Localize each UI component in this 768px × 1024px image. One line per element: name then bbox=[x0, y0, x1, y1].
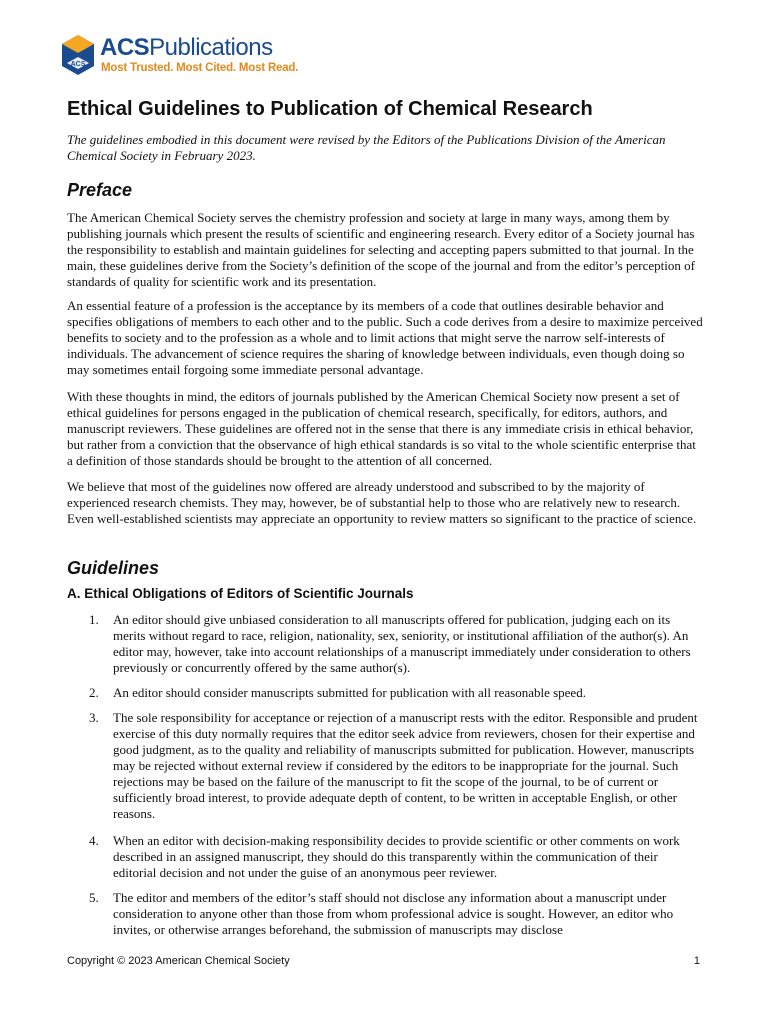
document-title: Ethical Guidelines to Publication of Chemical Research bbox=[67, 98, 593, 120]
logo-tagline: Most Trusted. Most Cited. Most Read. bbox=[101, 62, 299, 74]
preface-heading: Preface bbox=[67, 180, 133, 200]
preface-paragraph: With these thoughts in mind, the editors of journals published by the American Chemical Society now present a set of ethical guidelines for persons engaged in the publication of chemical research, specifically, for editors, authors, and manuscript reviewers. These guidelines are offered not in the sense that there is any immediate crisis in ethical behavior, but rather from a conviction that the observance of high ethical standards is so vital to the whole scientific enterprise that a definition of those standards should be brought to the attention of all concerned. bbox=[67, 389, 696, 468]
list-item-number: 3. bbox=[89, 710, 99, 725]
list-item-number: 1. bbox=[89, 612, 99, 627]
preface-paragraph: The American Chemical Society serves the chemistry profession and society at large in many ways, among them by publishing journals which present the results of scientific and engineering research. Every editor of a Society journal has the responsibility to establish and maintain guidelines for selecting and accepting papers submitted to that journal. In the main, these guidelines derive from the Society’s definition of the scope of the journal and from the editor’s perception of standards of quality for scientific work and its presentation. bbox=[67, 210, 695, 289]
list-item-text: An editor should consider manuscripts submitted for publication with all reasonable speed. bbox=[113, 685, 586, 700]
acs-hexagon-emblem-icon bbox=[59, 33, 97, 79]
list-item-number: 5. bbox=[89, 890, 99, 905]
document-intro: The guidelines embodied in this document were revised by the Editors of the Publications Division of the American Chemical Society in February 2023. bbox=[67, 132, 666, 163]
footer-page-number: 1 bbox=[693, 955, 700, 967]
list-item-text: The editor and members of the editor’s staff should not disclose any information about a manuscript under consideration to anyone other than those from whom professional advice is sought. However, an editor who invites, or otherwise arranges beforehand, the submission of manuscripts may disclose bbox=[113, 890, 674, 937]
footer-copyright: Copyright © 2023 American Chemical Society bbox=[67, 955, 290, 967]
preface-paragraph: We believe that most of the guidelines now offered are already understood and subscribed to by the majority of experienced research chemists. They may, however, be of substantial help to those who are relatively new to research. Even well-established scientists may appreciate an opportunity to review matters so significant to the practice of science. bbox=[67, 479, 697, 526]
logo-publications: Publications bbox=[149, 34, 273, 61]
logo-wordmark bbox=[100, 34, 273, 62]
list-item-text: The sole responsibility for acceptance or rejection of a manuscript rests with the editor. Responsible and prudent exercise of this duty normally requires that the editor seek advice from reviewers, chosen for their expertise and good judgment, as to the quality and reliability of manuscripts submitted for publication. However, manuscripts may be rejected without external review if considered by the editors to be inappropriate for the journal. Such rejections may be based on the failure of the manuscript to fit the scope of the journal, to be of current or sufficiently broad interest, to provide adequate depth of content, to be written in acceptable English, or other reasons. bbox=[113, 710, 698, 821]
acs-publications-logo[interactable] bbox=[59, 33, 299, 79]
list-item-text: When an editor with decision-making responsibility decides to provide scientific or other comments on work described in an assigned manuscript, they should do this transparently within the communication of their editorial decision and not under the guise of an anonymous peer reviewer. bbox=[113, 833, 680, 880]
guidelines-heading: Guidelines bbox=[67, 558, 160, 578]
section-a-heading: A. Ethical Obligations of Editors of Scientific Journals bbox=[67, 586, 414, 601]
preface-paragraph: An essential feature of a profession is the acceptance by its members of a code that outlines desirable behavior and specifies obligations of members to each other and to the public. Such a code derives from a desire to maximize perceived benefits to society and to the profession as a whole and to limit actions that might serve the narrow self-interests of individuals. The advancement of science requires the sharing of knowledge between individuals, even though doing so may sometimes entail forgoing some immediate personal advantage. bbox=[67, 298, 703, 377]
logo-acs: ACS bbox=[100, 34, 150, 61]
list-item-number: 4. bbox=[89, 833, 99, 848]
emblem-text: ACS bbox=[70, 61, 86, 68]
list-item-number: 2. bbox=[89, 685, 99, 700]
list-item-text: An editor should give unbiased consideration to all manuscripts offered for publication, judging each on its merits without regard to race, religion, nationality, sex, seniority, or institutional affiliation of the author(s). An editor may, however, take into account relationships of a manuscript immediately under consideration to others previously or concurrently offered by the same author(s). bbox=[113, 612, 691, 675]
